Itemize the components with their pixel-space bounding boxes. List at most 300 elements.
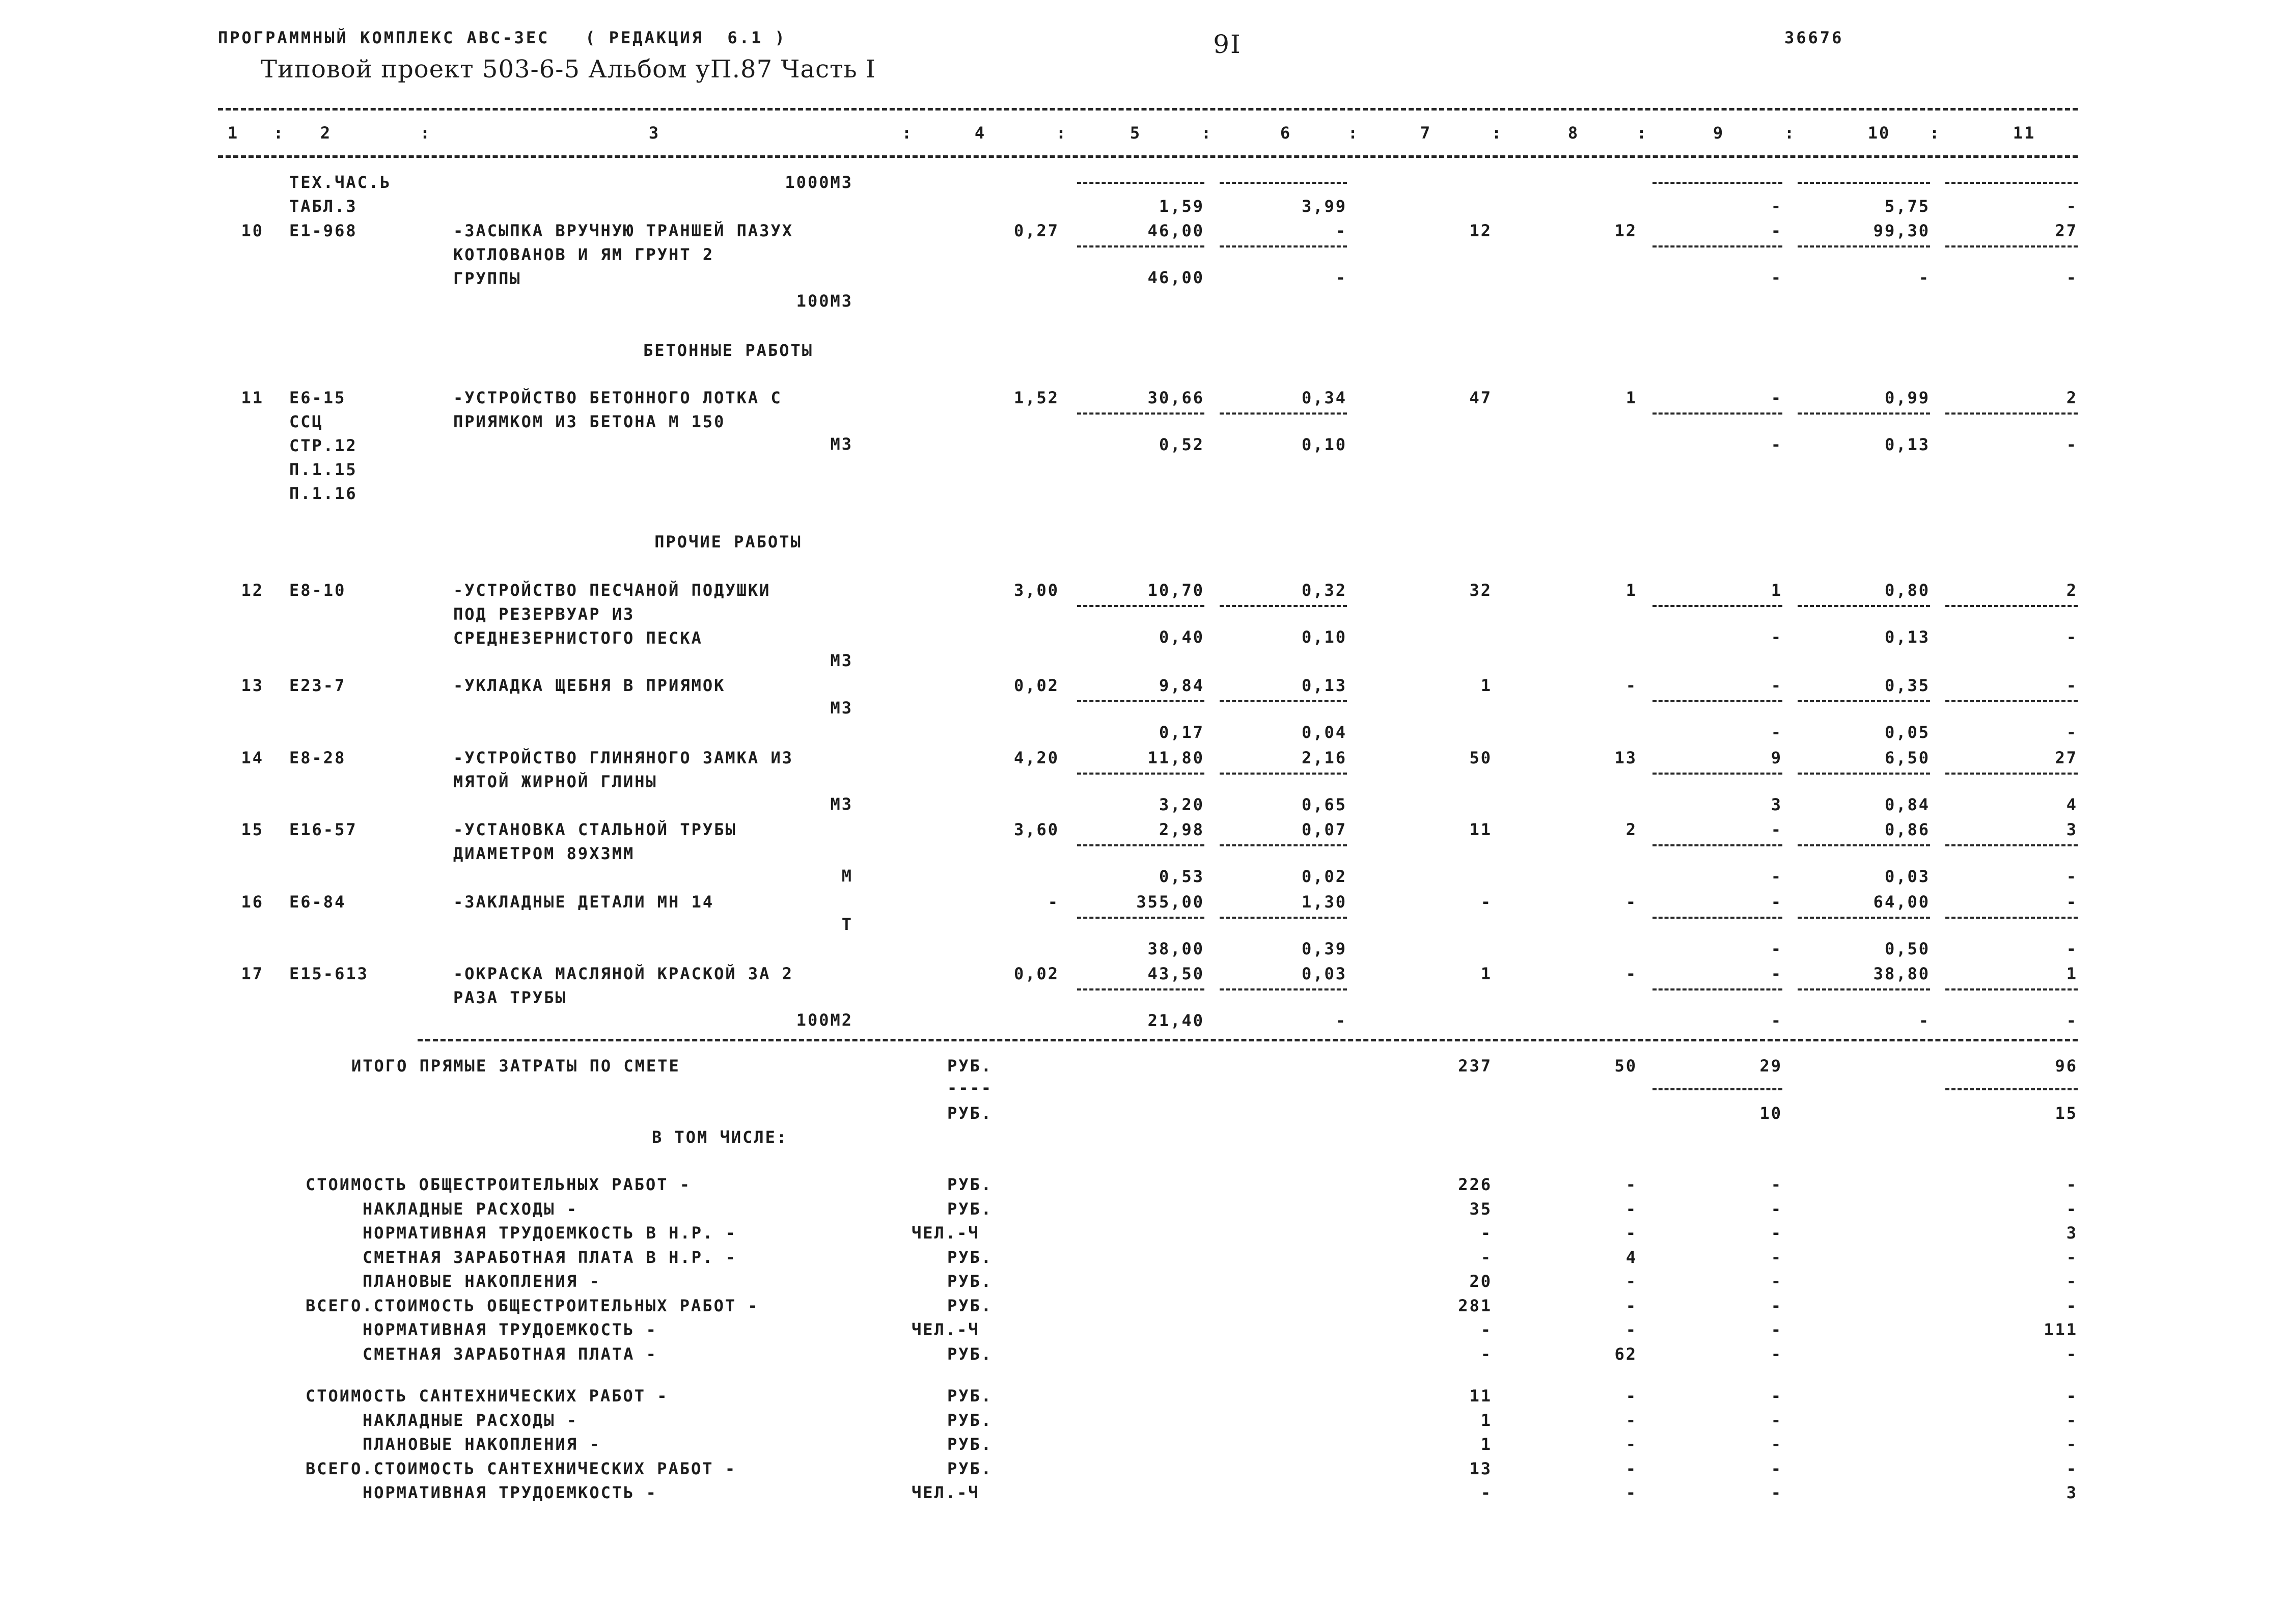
norm-code: П.1.15 [289, 460, 357, 479]
totals-unit-underline: ---- [947, 1078, 993, 1097]
machine-wage-part: - [1771, 268, 1782, 287]
machine-wage-part: 3 [1771, 795, 1782, 814]
work-description: ПРИЯМКОМ ИЗ БЕТОНА М 150 [453, 412, 726, 431]
cell-separator [1220, 773, 1347, 775]
work-description: -ЗАКЛАДНЫЕ ДЕТАЛИ МН 14 [453, 892, 714, 912]
cell-separator [1220, 182, 1347, 184]
wage-cost: 2 [1626, 820, 1637, 839]
cell-separator [1077, 245, 1204, 247]
unit-price: 2,98 [1159, 820, 1204, 839]
summary-col11: 111 [2044, 1320, 2078, 1339]
unit-price: 10,70 [1147, 581, 1204, 600]
norm-code: ТЕХ.ЧАС.Ь [289, 173, 392, 192]
unit-price-wage-part: 21,40 [1147, 1011, 1204, 1030]
column-header-sep: : [420, 123, 432, 143]
norm-code: Е1-968 [289, 221, 357, 240]
norm-code: Е6-15 [289, 388, 346, 407]
summary-unit: РУБ. [947, 1410, 993, 1430]
machine-wage-part: - [1771, 723, 1782, 742]
work-description: ПОД РЕЗЕРВУАР ИЗ [453, 604, 635, 624]
summary-col8: - [1626, 1175, 1637, 1194]
unit-wage: 2,16 [1301, 748, 1347, 767]
unit-of-measure: М3 [830, 794, 853, 814]
summary-col11: - [2066, 1458, 2078, 1478]
unit-price-wage-part: 0,52 [1159, 435, 1204, 454]
labor-hours: 6,50 [1884, 748, 1930, 767]
labor-hours: 5,75 [1884, 197, 1930, 216]
summary-col7: 11 [1469, 1386, 1492, 1406]
cell-separator [1798, 773, 1930, 775]
cell-separator [1652, 245, 1782, 247]
summary-unit: РУБ. [947, 1175, 993, 1194]
cell-separator [1220, 700, 1347, 702]
row-number: 15 [241, 820, 264, 839]
labor-total-part: - [2066, 867, 2078, 886]
unit-wage: 0,13 [1301, 676, 1347, 695]
cell-separator [1798, 988, 1930, 990]
norm-code: СТР.12 [289, 436, 357, 455]
work-description: -ОКРАСКА МАСЛЯНОЙ КРАСКОЙ ЗА 2 [453, 964, 793, 983]
unit-wage-part: 0,02 [1301, 867, 1347, 886]
summary-unit: РУБ. [947, 1199, 993, 1219]
summary-unit: РУБ. [947, 1435, 993, 1454]
column-header-sep: : [1201, 123, 1213, 143]
quantity: 3,60 [1013, 820, 1059, 839]
cell-separator [1652, 917, 1782, 919]
cell-separator [1652, 844, 1782, 846]
work-description: -УСТРОЙСТВО ГЛИНЯНОГО ЗАМКА ИЗ [453, 748, 793, 767]
summary-col8: 4 [1626, 1247, 1637, 1267]
unit-wage-part: 0,39 [1301, 939, 1347, 958]
labor-hours: 0,86 [1884, 820, 1930, 839]
labor-hours: 0,35 [1884, 676, 1930, 695]
labor-total: 2 [2066, 388, 2078, 407]
unit-price: 30,66 [1147, 388, 1204, 407]
summary-col11: - [2066, 1386, 2078, 1406]
unit-wage: 0,34 [1301, 388, 1347, 407]
wage-cost: 13 [1614, 748, 1637, 767]
quantity: - [1048, 892, 1059, 912]
cell-separator [1945, 773, 2078, 775]
cell-separator [1652, 773, 1782, 775]
cell-separator [1945, 1088, 2078, 1090]
machine-cost: - [1771, 820, 1782, 839]
cell-separator [1652, 1088, 1782, 1090]
summary-unit: ЧЕЛ.-Ч [912, 1320, 980, 1339]
summary-col8: - [1626, 1483, 1637, 1502]
summary-col7: - [1480, 1247, 1492, 1267]
work-description: СРЕДНЕЗЕРНИСТОГО ПЕСКА [453, 628, 703, 648]
cell-separator [1798, 844, 1930, 846]
unit-wage-part: 0,04 [1301, 723, 1347, 742]
unit-of-measure: 1000М3 [785, 173, 853, 192]
summary-unit: РУБ. [947, 1247, 993, 1267]
total-cost: 50 [1469, 748, 1492, 767]
summary-col7: - [1480, 1223, 1492, 1243]
cell-separator [1798, 182, 1930, 184]
totals-top-rule [418, 1039, 2078, 1041]
cell-separator [1652, 700, 1782, 702]
labor-hours-part: 0,13 [1884, 627, 1930, 647]
totals-col11-wage: 15 [2055, 1104, 2078, 1123]
machine-cost: 1 [1771, 581, 1782, 600]
cell-separator [1077, 412, 1204, 415]
labor-total: - [2066, 197, 2078, 216]
cell-separator [1220, 988, 1347, 990]
column-header-sep: : [1056, 123, 1068, 143]
summary-col8: - [1626, 1320, 1637, 1339]
summary-label: СМЕТНАЯ ЗАРАБОТНАЯ ПЛАТА В Н.Р. - [363, 1247, 737, 1267]
quantity: 1,52 [1013, 388, 1059, 407]
summary-col9: - [1771, 1483, 1782, 1502]
column-header-6: 6 [1280, 123, 1292, 143]
norm-code: Е8-10 [289, 581, 346, 600]
cell-separator [1077, 182, 1204, 184]
unit-wage-part: - [1335, 268, 1347, 287]
summary-col11: 3 [2066, 1223, 2078, 1243]
quantity: 4,20 [1013, 748, 1059, 767]
summary-col9: - [1771, 1320, 1782, 1339]
unit-wage: 3,99 [1301, 197, 1347, 216]
column-header-sep: : [1491, 123, 1503, 143]
cell-separator [1220, 605, 1347, 607]
summary-col9: - [1771, 1435, 1782, 1454]
machine-cost: - [1771, 197, 1782, 216]
totals-including: В ТОМ ЧИСЛЕ: [652, 1127, 788, 1147]
summary-col7: - [1480, 1483, 1492, 1502]
cell-separator [1077, 773, 1204, 775]
summary-col11: - [2066, 1410, 2078, 1430]
summary-label: СТОИМОСТЬ САНТЕХНИЧЕСКИХ РАБОТ - [306, 1386, 669, 1406]
summary-col11: 3 [2066, 1483, 2078, 1502]
machine-cost: - [1771, 221, 1782, 240]
unit-of-measure: М3 [830, 698, 853, 718]
total-cost: 11 [1469, 820, 1492, 839]
summary-label: ВСЕГО.СТОИМОСТЬ ОБЩЕСТРОИТЕЛЬНЫХ РАБОТ - [306, 1296, 759, 1315]
summary-label: НОРМАТИВНАЯ ТРУДОЕМКОСТЬ В Н.Р. - [363, 1223, 737, 1243]
unit-of-measure: 100М2 [796, 1010, 853, 1030]
totals-unit: РУБ. [947, 1056, 993, 1076]
summary-col7: 1 [1480, 1435, 1492, 1454]
column-header-sep: : [901, 123, 914, 143]
labor-hours-part: - [1918, 268, 1930, 287]
summary-label: СМЕТНАЯ ЗАРАБОТНАЯ ПЛАТА - [363, 1344, 657, 1364]
column-header-11: 11 [2013, 123, 2036, 143]
row-number: 14 [241, 748, 264, 767]
column-header-sep: : [273, 123, 285, 143]
cell-separator [1077, 988, 1204, 990]
work-description: -УСТРОЙСТВО БЕТОННОГО ЛОТКА С [453, 388, 782, 407]
column-header-2: 2 [320, 123, 332, 143]
totals-col9: 29 [1759, 1056, 1782, 1076]
summary-col8: - [1626, 1272, 1637, 1291]
cell-separator [1220, 844, 1347, 846]
labor-total-part: - [2066, 723, 2078, 742]
labor-hours: 0,99 [1884, 388, 1930, 407]
summary-label: ПЛАНОВЫЕ НАКОПЛЕНИЯ - [363, 1272, 601, 1291]
labor-total-part: 4 [2066, 795, 2078, 814]
column-header-8: 8 [1567, 123, 1580, 143]
work-description: ДИАМЕТРОМ 89Х3ММ [453, 844, 635, 863]
project-title: Типовой проект 503-6-5 Альбом уП.87 Часть I [261, 55, 876, 84]
row-number: 17 [241, 964, 264, 983]
total-cost: 47 [1469, 388, 1492, 407]
cell-separator [1077, 917, 1204, 919]
machine-cost: - [1771, 892, 1782, 912]
cell-separator [1077, 700, 1204, 702]
column-header-10: 10 [1867, 123, 1891, 143]
column-header-5: 5 [1130, 123, 1142, 143]
summary-col7: - [1480, 1344, 1492, 1364]
summary-col11: - [2066, 1199, 2078, 1219]
summary-col9: - [1771, 1223, 1782, 1243]
labor-hours: 0,80 [1884, 581, 1930, 600]
totals-col11: 96 [2055, 1056, 2078, 1076]
section-heading: БЕТОННЫЕ РАБОТЫ [643, 341, 813, 360]
cell-separator [1945, 917, 2078, 919]
summary-unit: РУБ. [947, 1272, 993, 1291]
summary-label: НАКЛАДНЫЕ РАСХОДЫ - [363, 1410, 579, 1430]
labor-total: 27 [2055, 221, 2078, 240]
cell-separator [1220, 917, 1347, 919]
work-description: РАЗА ТРУБЫ [453, 988, 567, 1007]
summary-col9: - [1771, 1458, 1782, 1478]
column-header-9: 9 [1713, 123, 1725, 143]
summary-col8: - [1626, 1223, 1637, 1243]
summary-col11: - [2066, 1296, 2078, 1315]
total-cost: 1 [1480, 964, 1492, 983]
unit-price-wage-part: 3,20 [1159, 795, 1204, 814]
summary-col9: - [1771, 1247, 1782, 1267]
summary-col9: - [1771, 1296, 1782, 1315]
labor-total: 1 [2066, 964, 2078, 983]
quantity: 3,00 [1013, 581, 1059, 600]
summary-col9: - [1771, 1410, 1782, 1430]
unit-of-measure: Т [841, 915, 853, 934]
summary-unit: РУБ. [947, 1458, 993, 1478]
cell-separator [1945, 245, 2078, 247]
row-number: 11 [241, 388, 264, 407]
summary-col9: - [1771, 1199, 1782, 1219]
unit-wage: 0,32 [1301, 581, 1347, 600]
summary-label: НАКЛАДНЫЕ РАСХОДЫ - [363, 1199, 579, 1219]
table-top-rule [218, 108, 2078, 111]
summary-unit: РУБ. [947, 1296, 993, 1315]
unit-wage-part: 0,10 [1301, 435, 1347, 454]
wage-cost: - [1626, 892, 1637, 912]
machine-cost: 9 [1771, 748, 1782, 767]
summary-col9: - [1771, 1344, 1782, 1364]
cell-separator [1652, 412, 1782, 415]
cell-separator [1945, 988, 2078, 990]
work-description: -ЗАСЫПКА ВРУЧНУЮ ТРАНШЕЙ ПАЗУХ [453, 221, 793, 240]
program-header: ПРОГРАММНЫЙ КОМПЛЕКС АВС-3ЕС ( РЕДАКЦИЯ 6.1 ) [218, 28, 787, 47]
unit-price: 46,00 [1147, 221, 1204, 240]
totals-col8: 50 [1614, 1056, 1637, 1076]
summary-col8: - [1626, 1199, 1637, 1219]
unit-wage-part: 0,10 [1301, 627, 1347, 647]
cell-separator [1798, 245, 1930, 247]
column-header-sep: : [1347, 123, 1360, 143]
labor-hours-part: - [1918, 1011, 1930, 1030]
unit-of-measure: М3 [830, 434, 853, 454]
summary-label: ПЛАНОВЫЕ НАКОПЛЕНИЯ - [363, 1435, 601, 1454]
labor-total-part: - [2066, 939, 2078, 958]
norm-code: Е8-28 [289, 748, 346, 767]
machine-cost: - [1771, 964, 1782, 983]
wage-cost: 12 [1614, 221, 1637, 240]
summary-col8: - [1626, 1410, 1637, 1430]
cell-separator [1652, 605, 1782, 607]
cell-separator [1077, 605, 1204, 607]
document-code: 36676 [1784, 28, 1844, 47]
summary-label: ВСЕГО.СТОИМОСТЬ САНТЕХНИЧЕСКИХ РАБОТ - [306, 1458, 737, 1478]
labor-total: - [2066, 676, 2078, 695]
wage-cost: - [1626, 676, 1637, 695]
summary-col7: 35 [1469, 1199, 1492, 1219]
machine-wage-part: - [1771, 939, 1782, 958]
cell-separator [1945, 182, 2078, 184]
summary-col11: - [2066, 1247, 2078, 1267]
summary-col8: - [1626, 1458, 1637, 1478]
column-header-3: 3 [648, 123, 660, 143]
totals-col9-wage: 10 [1759, 1104, 1782, 1123]
cell-separator [1652, 182, 1782, 184]
labor-hours: 99,30 [1873, 221, 1930, 240]
summary-col9: - [1771, 1386, 1782, 1406]
total-cost: - [1480, 892, 1492, 912]
unit-price-wage-part: 0,53 [1159, 867, 1204, 886]
work-description: МЯТОЙ ЖИРНОЙ ГЛИНЫ [453, 772, 657, 791]
summary-unit: РУБ. [947, 1344, 993, 1364]
summary-unit: РУБ. [947, 1386, 993, 1406]
labor-hours: 64,00 [1873, 892, 1930, 912]
summary-col9: - [1771, 1175, 1782, 1194]
summary-col11: - [2066, 1272, 2078, 1291]
unit-price: 11,80 [1147, 748, 1204, 767]
cell-separator [1077, 844, 1204, 846]
column-header-1: 1 [227, 123, 239, 143]
table-header-rule [218, 155, 2078, 158]
summary-col11: - [2066, 1435, 2078, 1454]
section-heading: ПРОЧИЕ РАБОТЫ [654, 532, 802, 552]
total-cost: 1 [1480, 676, 1492, 695]
summary-col8: - [1626, 1386, 1637, 1406]
quantity: 0,27 [1013, 221, 1059, 240]
labor-total: 27 [2055, 748, 2078, 767]
summary-col7: 1 [1480, 1410, 1492, 1430]
unit-price: 9,84 [1159, 676, 1204, 695]
summary-label: НОРМАТИВНАЯ ТРУДОЕМКОСТЬ - [363, 1320, 657, 1339]
labor-total: 3 [2066, 820, 2078, 839]
unit-of-measure: М [841, 866, 853, 886]
cell-separator [1945, 700, 2078, 702]
work-description: -УСТАНОВКА СТАЛЬНОЙ ТРУБЫ [453, 820, 737, 839]
row-number: 10 [241, 221, 264, 240]
norm-code: Е23-7 [289, 676, 346, 695]
summary-unit: ЧЕЛ.-Ч [912, 1483, 980, 1502]
unit-of-measure: 100М3 [796, 291, 853, 311]
labor-hours-part: 0,84 [1884, 795, 1930, 814]
unit-price-wage-part: 46,00 [1147, 268, 1204, 287]
row-number: 13 [241, 676, 264, 695]
unit-wage-part: 0,65 [1301, 795, 1347, 814]
machine-cost: - [1771, 388, 1782, 407]
unit-wage-part: - [1335, 1011, 1347, 1030]
total-cost: 12 [1469, 221, 1492, 240]
summary-col9: - [1771, 1272, 1782, 1291]
cell-separator [1798, 412, 1930, 415]
machine-wage-part: - [1771, 1011, 1782, 1030]
wage-cost: 1 [1626, 581, 1637, 600]
summary-col7: - [1480, 1320, 1492, 1339]
labor-hours-part: 0,50 [1884, 939, 1930, 958]
labor-hours-part: 0,13 [1884, 435, 1930, 454]
labor-hours: 38,80 [1873, 964, 1930, 983]
unit-price: 43,50 [1147, 964, 1204, 983]
column-header-7: 7 [1420, 123, 1432, 143]
labor-total-part: - [2066, 435, 2078, 454]
norm-code: Е15-613 [289, 964, 369, 983]
totals-unit: РУБ. [947, 1104, 993, 1123]
summary-col7: 20 [1469, 1272, 1492, 1291]
summary-unit: ЧЕЛ.-Ч [912, 1223, 980, 1243]
machine-cost: - [1771, 676, 1782, 695]
row-number: 12 [241, 581, 264, 600]
norm-code: Е16-57 [289, 820, 357, 839]
unit-wage: 0,07 [1301, 820, 1347, 839]
summary-col8: - [1626, 1435, 1637, 1454]
unit-price: 1,59 [1159, 197, 1204, 216]
unit-price-wage-part: 0,17 [1159, 723, 1204, 742]
totals-label: ИТОГО ПРЯМЫЕ ЗАТРАТЫ ПО СМЕТЕ [351, 1056, 680, 1076]
column-header-sep: : [1929, 123, 1941, 143]
summary-label: НОРМАТИВНАЯ ТРУДОЕМКОСТЬ - [363, 1483, 657, 1502]
cell-separator [1945, 844, 2078, 846]
machine-wage-part: - [1771, 627, 1782, 647]
machine-wage-part: - [1771, 435, 1782, 454]
labor-total-part: - [2066, 1011, 2078, 1030]
cell-separator [1220, 245, 1347, 247]
quantity: 0,02 [1013, 676, 1059, 695]
work-description: КОТЛОВАНОВ И ЯМ ГРУНТ 2 [453, 245, 714, 264]
cell-separator [1945, 412, 2078, 415]
labor-total: - [2066, 892, 2078, 912]
summary-col7: 281 [1458, 1296, 1492, 1315]
summary-col8: - [1626, 1296, 1637, 1315]
work-description: -УСТРОЙСТВО ПЕСЧАНОЙ ПОДУШКИ [453, 581, 771, 600]
cell-separator [1652, 988, 1782, 990]
unit-price-wage-part: 38,00 [1147, 939, 1204, 958]
summary-col11: - [2066, 1175, 2078, 1194]
column-header-4: 4 [974, 123, 986, 143]
cell-separator [1798, 917, 1930, 919]
norm-code: Е6-84 [289, 892, 346, 912]
labor-hours-part: 0,03 [1884, 867, 1930, 886]
row-number: 16 [241, 892, 264, 912]
work-description: -УКЛАДКА ЩЕБНЯ В ПРИЯМОК [453, 676, 726, 695]
norm-code: ТАБЛ.3 [289, 197, 357, 216]
unit-price-wage-part: 0,40 [1159, 627, 1204, 647]
page-number: 9I [1213, 30, 1242, 59]
labor-hours-part: 0,05 [1884, 723, 1930, 742]
unit-wage: 0,03 [1301, 964, 1347, 983]
unit-price: 355,00 [1136, 892, 1204, 912]
summary-col7: 226 [1458, 1175, 1492, 1194]
unit-wage: - [1335, 221, 1347, 240]
summary-col8: 62 [1614, 1344, 1637, 1364]
cell-separator [1220, 412, 1347, 415]
